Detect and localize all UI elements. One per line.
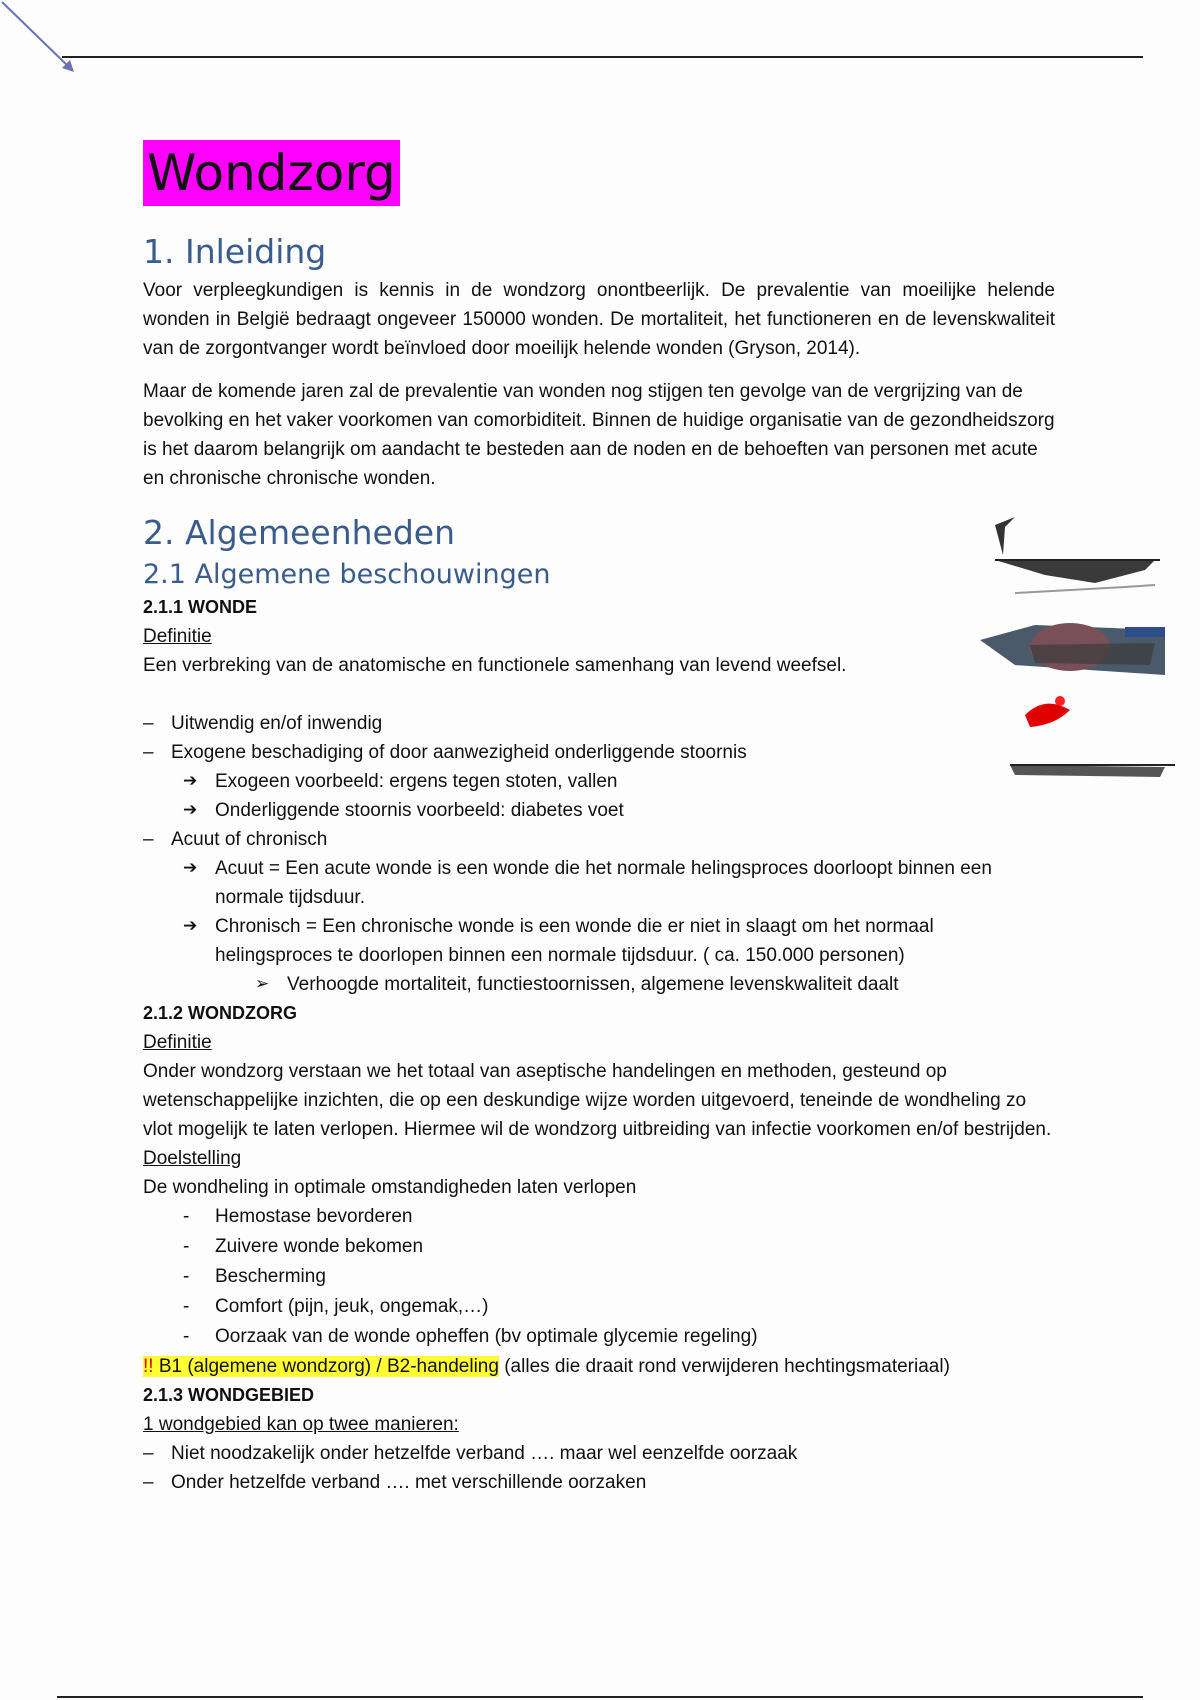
- wound-illustration-image: [975, 515, 1175, 800]
- list-item: ➔ Chronisch = Een chronische wonde is een wonde die er niet in slaagt om het normaal helingsproces te doorlopen binnen een normale tijdsduur. ( ca. 150.000 personen): [183, 912, 1055, 970]
- list-item: – Uitwendig en/of inwendig: [143, 709, 1055, 738]
- list-item: – Acuut of chronisch: [143, 825, 1055, 854]
- document-title: Wondzorg: [143, 140, 400, 206]
- doelstelling-text: De wondheling in optimale omstandigheden laten verlopen: [143, 1177, 637, 1198]
- wonde-list: [143, 825, 1055, 854]
- subsection-heading: 2.1 Algemene beschouwingen: [143, 559, 551, 590]
- label-definitie: Definitie: [143, 1032, 212, 1053]
- list-item: – Exogene beschadiging of door aanwezigheid onderliggende stoornis: [143, 738, 1055, 767]
- list-item: ➢ Verhoogde mortaliteit, functiestoornissen, algemene levenskwaliteit daalt: [255, 970, 1055, 999]
- footer-rule: [57, 1696, 1143, 1698]
- note-rest: (alles die draait rond verwijderen hechtingsmateriaal): [498, 1356, 950, 1377]
- wondgebied-list: [143, 1439, 1055, 1497]
- wonde-sublist: [143, 854, 1055, 970]
- label-doelstelling: Doelstelling: [143, 1148, 242, 1169]
- list-item: – Niet noodzakelijk onder hetzelfde verband …. maar wel eenzelfde oorzaak: [143, 1439, 1055, 1468]
- label-wondgebied: 1 wondgebied kan op twee manieren:: [143, 1414, 459, 1435]
- list-item: - Bescherming: [183, 1262, 1055, 1292]
- subheading-wondgebied: 2.1.3 WONDGEBIED: [143, 1385, 315, 1405]
- list-item: ➔ Acuut = Een acute wonde is een wonde die het normale helingsproces doorloopt binnen een normale tijdsduur.: [183, 854, 1055, 912]
- section-heading-inleiding: 1. Inleiding: [143, 232, 327, 271]
- paragraph: Voor verpleegkundigen is kennis in de wondzorg onontbeerlijk. De prevalentie van moeilijke helende wonden in België bedraagt ongeveer 150000 wonden. De mortaliteit, het functioneren en de levenskwaliteit van de zorgontvanger wordt beïnvloed door moeilijk helende wonden (Gryson, 2014).: [143, 280, 1055, 359]
- list-item: - Zuivere wonde bekomen: [183, 1232, 1055, 1262]
- doelstelling-list: [143, 1202, 1055, 1352]
- paragraph: Maar de komende jaren zal de prevalentie van wonden nog stijgen ten gevolge van de vergrijzing van de bevolking en het vaker voorkomen van comorbiditeit. Binnen de huidige organisatie van de gezondheidszorg is het daarom belangrijk om aandacht te besteden aan de noden en de behoeften van personen met acute en chronische chronische wonden.: [143, 381, 1055, 489]
- definition-text: Een verbreking van de anatomische en functionele samenhang van levend weefsel.: [143, 655, 847, 676]
- warning-mark: !!: [143, 1356, 154, 1377]
- highlighted-note: [143, 1352, 1055, 1381]
- wonde-list: [143, 709, 1055, 767]
- header-rule: [62, 56, 1143, 58]
- definition-text: Onder wondzorg verstaan we het totaal van aseptische handelingen en methoden, gesteund op wetenschappelijke inzichten, die op een deskundige wijze worden uitgevoerd, teneinde de wondheling zo vlot mogelijk te laten verlopen. Hiermee wil de wondzorg uitbreiding van infectie voorkomen en/of bestrijden.: [143, 1061, 1052, 1140]
- wonde-subsublist: [143, 970, 1055, 999]
- wonde-sublist: [143, 767, 1055, 825]
- list-item: ➔ Onderliggende stoornis voorbeeld: diabetes voet: [183, 796, 1055, 825]
- list-item: - Comfort (pijn, jeuk, ongemak,…): [183, 1292, 1055, 1322]
- subheading-wondzorg: 2.1.2 WONDZORG: [143, 1003, 298, 1023]
- list-item: - Hemostase bevorderen: [183, 1202, 1055, 1232]
- subheading-wonde: 2.1.1 WONDE: [143, 597, 258, 617]
- section-heading-algemeenheden: 2. Algemeenheden: [143, 513, 456, 552]
- list-item: - Oorzaak van de wonde opheffen (bv optimale glycemie regeling): [183, 1322, 1055, 1352]
- note-highlight: !! B1 (algemene wondzorg) / B2-handeling: [143, 1356, 499, 1377]
- document-page: [143, 140, 1055, 1497]
- list-item: ➔ Exogeen voorbeeld: ergens tegen stoten, vallen: [183, 767, 1055, 796]
- list-item: – Onder hetzelfde verband …. met verschillende oorzaken: [143, 1468, 1055, 1497]
- label-definitie: Definitie: [143, 626, 212, 647]
- corner-arrow-icon: [0, 0, 80, 80]
